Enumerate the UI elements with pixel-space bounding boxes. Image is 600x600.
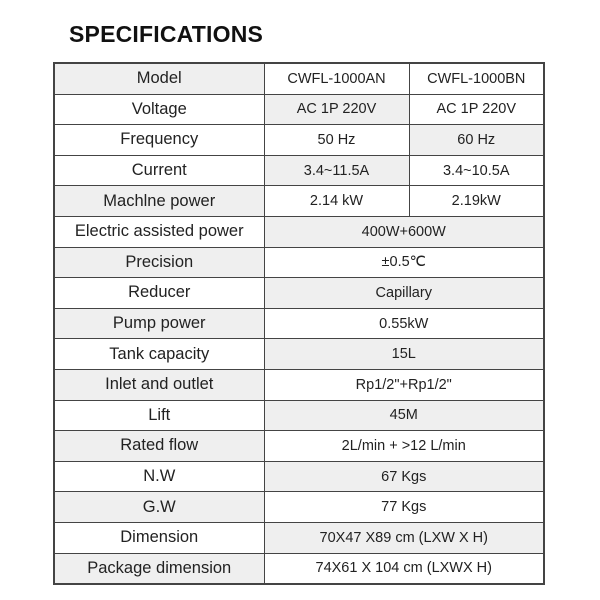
- table-row-inlet-outlet: [54, 369, 544, 400]
- row-label-reducer: Reducer: [54, 278, 264, 309]
- voltage-value-an: AC 1P 220V: [264, 94, 409, 125]
- tank-capacity-value: 15L: [264, 339, 544, 370]
- voltage-value-bn: AC 1P 220V: [409, 94, 544, 125]
- row-label-electric-assisted-power: Electric assisted power: [54, 216, 264, 247]
- gross-weight-value: 77 Kgs: [264, 492, 544, 523]
- row-label-current: Current: [54, 155, 264, 186]
- pump-power-value: 0.55kW: [264, 308, 544, 339]
- table-row-electric-assisted-power: [54, 216, 544, 247]
- specifications-table: [53, 62, 545, 585]
- reducer-value: Capillary: [264, 278, 544, 309]
- inlet-outlet-value: Rp1/2"+Rp1/2": [264, 369, 544, 400]
- table-row-voltage: [54, 94, 544, 125]
- table-row-rated-flow: [54, 431, 544, 462]
- table-row-machine-power: [54, 186, 544, 217]
- current-value-bn: 3.4~10.5A: [409, 155, 544, 186]
- rated-flow-value: 2L/min + >12 L/min: [264, 431, 544, 462]
- row-label-rated-flow: Rated flow: [54, 431, 264, 462]
- table-row-lift: [54, 400, 544, 431]
- table-row-model: [54, 63, 544, 94]
- page-title: SPECIFICATIONS: [69, 21, 264, 47]
- machine-power-value-bn: 2.19kW: [409, 186, 544, 217]
- row-label-gross-weight: G.W: [54, 492, 264, 523]
- frequency-value-bn: 60 Hz: [409, 125, 544, 156]
- dimension-value: 70X47 X89 cm (LXW X H): [264, 522, 544, 553]
- table-row-frequency: [54, 125, 544, 156]
- current-value-an: 3.4~11.5A: [264, 155, 409, 186]
- row-label-dimension: Dimension: [54, 522, 264, 553]
- row-label-model: Model: [54, 63, 264, 94]
- row-label-package-dimension: Package dimension: [54, 553, 264, 584]
- table-row-current: [54, 155, 544, 186]
- table-row-reducer: [54, 278, 544, 309]
- row-label-pump-power: Pump power: [54, 308, 264, 339]
- electric-assisted-power-value: 400W+600W: [264, 216, 544, 247]
- table-row-net-weight: [54, 461, 544, 492]
- row-label-voltage: Voltage: [54, 94, 264, 125]
- row-label-frequency: Frequency: [54, 125, 264, 156]
- table-row-gross-weight: [54, 492, 544, 523]
- row-label-tank-capacity: Tank capacity: [54, 339, 264, 370]
- row-label-inlet-outlet: Inlet and outlet: [54, 369, 264, 400]
- table-row-pump-power: [54, 308, 544, 339]
- table-row-tank-capacity: [54, 339, 544, 370]
- lift-value: 45M: [264, 400, 544, 431]
- row-label-lift: Lift: [54, 400, 264, 431]
- model-value-bn: CWFL-1000BN: [409, 63, 544, 94]
- row-label-net-weight: N.W: [54, 461, 264, 492]
- table-row-precision: [54, 247, 544, 278]
- model-value-an: CWFL-1000AN: [264, 63, 409, 94]
- row-label-machine-power: Machlne power: [54, 186, 264, 217]
- table-row-package-dimension: [54, 553, 544, 584]
- machine-power-value-an: 2.14 kW: [264, 186, 409, 217]
- row-label-precision: Precision: [54, 247, 264, 278]
- package-dimension-value: 74X61 X 104 cm (LXWX H): [264, 553, 544, 584]
- precision-value: ±0.5℃: [264, 247, 544, 278]
- frequency-value-an: 50 Hz: [264, 125, 409, 156]
- net-weight-value: 67 Kgs: [264, 461, 544, 492]
- table-row-dimension: [54, 522, 544, 553]
